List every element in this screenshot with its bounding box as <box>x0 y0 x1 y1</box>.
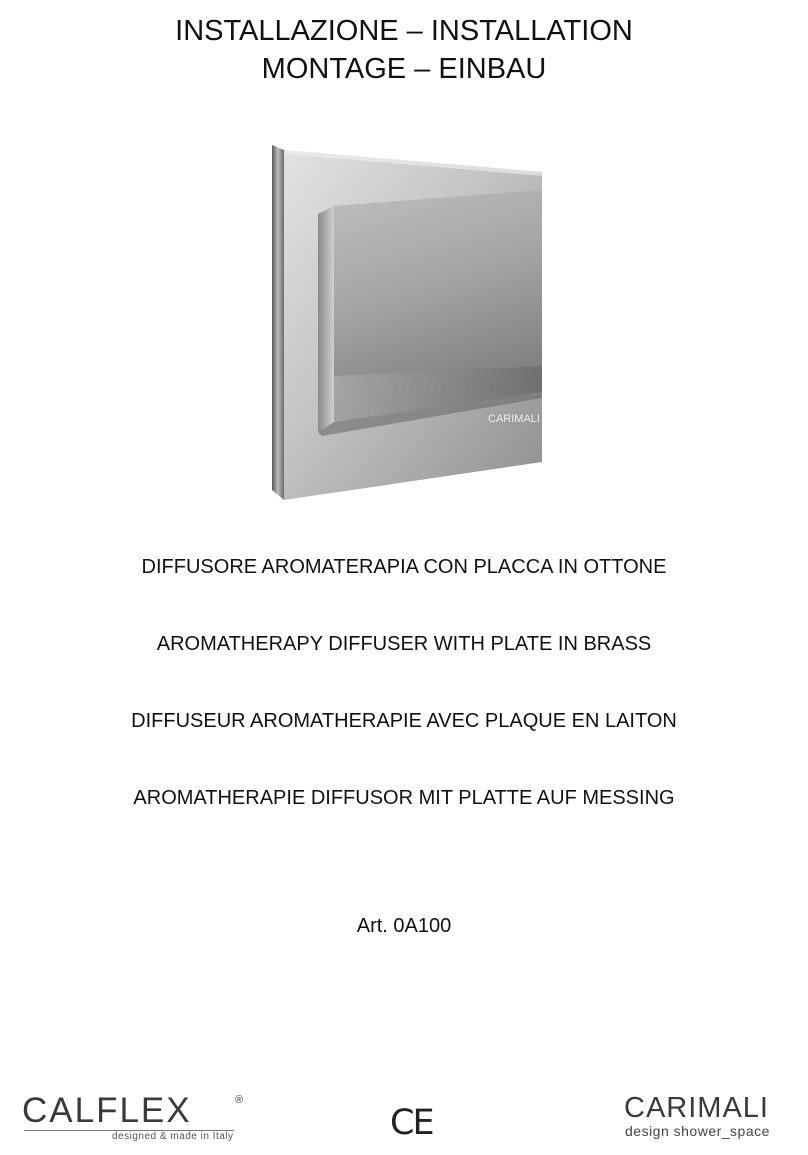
title-line-2: MONTAGE – EINBAU <box>261 53 547 85</box>
carimali-logo <box>620 1092 790 1142</box>
description-en: AROMATHERAPY DIFFUSER WITH PLATE IN BRASS <box>156 633 652 655</box>
carimali-tagline: design shower_space <box>625 1123 770 1139</box>
title-line-1: INSTALLAZIONE – INSTALLATION <box>175 15 633 47</box>
description-de: AROMATHERAPIE DIFFUSOR MIT PLATTE AUF MESSING <box>133 787 675 809</box>
calflex-registered-mark: ® <box>235 1094 244 1106</box>
calflex-tagline: designed & made in Italy <box>112 1131 234 1142</box>
product-brand-mark: CARIMALI <box>488 413 540 425</box>
calflex-name: CALFLEX <box>22 1091 192 1130</box>
description-fr: DIFFUSEUR AROMATHERAPIE AVEC PLAQUE EN LAITON <box>131 710 677 732</box>
calflex-logo <box>22 1092 252 1142</box>
product-image <box>262 140 552 502</box>
description-it: DIFFUSORE AROMATERAPIA CON PLACCA IN OTTONE <box>141 556 667 578</box>
ce-mark: CE <box>390 1103 433 1143</box>
article-number: Art. 0A100 <box>356 915 452 937</box>
page-title <box>0 12 808 88</box>
carimali-name: CARIMALI <box>624 1092 769 1124</box>
